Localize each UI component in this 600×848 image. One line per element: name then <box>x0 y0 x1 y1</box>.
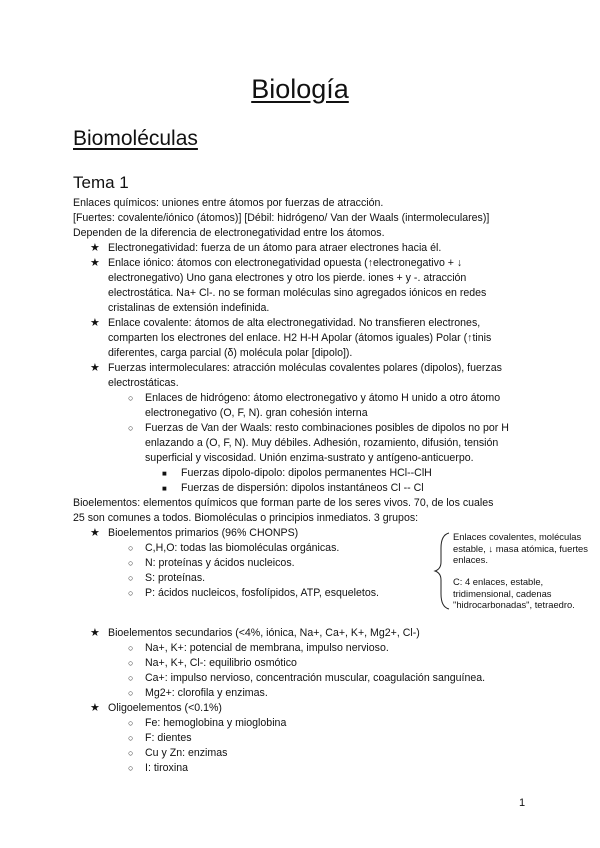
margin-note-line: "hidrocarbonadas", tetraedro. <box>453 599 575 610</box>
star-bullet-icon: ★ <box>90 242 100 254</box>
sub-list-item: Ca+: impulso nervioso, concentración muscular, coagulación sanguínea. <box>145 672 486 684</box>
list-item: Oligoelementos (<0.1%) <box>108 702 222 714</box>
intro-line: [Fuertes: covalente/iónico (átomos)] [Débil: hidrógeno/ Van der Waals (intermoleculares)] <box>73 212 490 224</box>
square-bullet-icon: ■ <box>162 484 167 493</box>
sub-list-item: Fuerzas de Van der Waals: resto combinaciones posibles de dipolos no por H <box>145 422 509 434</box>
list-item: Electronegatividad: fuerza de un átomo para atraer electrones hacia él. <box>108 242 442 254</box>
circle-bullet-icon: ○ <box>128 573 134 583</box>
list-item-cont: cristalinas de extensión indefinida. <box>108 302 270 314</box>
sub-list-item: I: tiroxina <box>145 762 188 774</box>
star-bullet-icon: ★ <box>90 627 100 639</box>
circle-bullet-icon: ○ <box>128 423 134 433</box>
sub-list-item-cont: enlazando a (O, F, N). Muy débiles. Adhesión, rozamiento, difusión, tensión <box>145 437 499 449</box>
list-item: Enlace covalente: átomos de alta electronegatividad. No transfieren electrones, <box>108 317 481 329</box>
list-item-cont: electronegativo) Uno gana electrones y otro los pierde. iones + y -. atracción <box>108 272 467 284</box>
list-item-cont: diferentes, carga parcial (δ) molécula polar [dipolo]). <box>108 347 353 359</box>
circle-bullet-icon: ○ <box>128 688 134 698</box>
sub-list-item: P: ácidos nucleicos, fosfolípidos, ATP, esqueletos. <box>145 587 379 599</box>
circle-bullet-icon: ○ <box>128 393 134 403</box>
margin-note-line: C: 4 enlaces, estable, <box>453 576 544 587</box>
sub-list-item-cont: electronegativo (O, F, N). gran cohesión interna <box>145 407 368 419</box>
circle-bullet-icon: ○ <box>128 673 134 683</box>
margin-note-line: estable, ↓ masa atómica, fuertes <box>453 542 588 554</box>
sub-list-item: Na+, K+: potencial de membrana, impulso nervioso. <box>145 642 389 654</box>
intro-line: Dependen de la diferencia de electronegatividad entre los átomos. <box>73 227 385 239</box>
list-item: Bioelementos secundarios (<4%, iónica, Na+, Ca+, K+, Mg2+, Cl-) <box>108 627 420 639</box>
page-title: Biología <box>251 74 349 104</box>
page-number: 1 <box>519 797 526 809</box>
star-bullet-icon: ★ <box>90 702 100 714</box>
sub-list-item: Cu y Zn: enzimas <box>145 747 228 759</box>
star-bullet-icon: ★ <box>90 527 100 539</box>
sub-sub-list-item: Fuerzas dipolo-dipolo: dipolos permanentes HCl--ClH <box>181 467 432 479</box>
circle-bullet-icon: ○ <box>128 588 134 598</box>
star-bullet-icon: ★ <box>90 257 100 269</box>
list-item-cont: electrostáticas. <box>108 377 179 389</box>
sub-list-item: F: dientes <box>145 732 192 744</box>
paragraph-line: Bioelementos: elementos químicos que forman parte de los seres vivos. 70, de los cuales <box>73 497 494 509</box>
circle-bullet-icon: ○ <box>128 763 134 773</box>
paragraph-line: 25 son comunes a todos. Biomoléculas o principios inmediatos. 3 grupos: <box>73 512 419 524</box>
circle-bullet-icon: ○ <box>128 658 134 668</box>
intro-line: Enlaces químicos: uniones entre átomos por fuerzas de atracción. <box>73 197 384 209</box>
sub-list-item: Enlaces de hidrógeno: átomo electronegativo y átomo H unido a otro átomo <box>145 392 501 404</box>
star-bullet-icon: ★ <box>90 362 100 374</box>
sub-list-item-cont: superficial y viscosidad. Unión enzima-sustrato y antígeno-anticuerpo. <box>145 452 474 464</box>
circle-bullet-icon: ○ <box>128 718 134 728</box>
circle-bullet-icon: ○ <box>128 543 134 553</box>
circle-bullet-icon: ○ <box>128 643 134 653</box>
sub-list-item: Na+, K+, Cl-: equilibrio osmótico <box>145 657 297 669</box>
topic-heading: Tema 1 <box>73 173 129 192</box>
square-bullet-icon: ■ <box>162 469 167 478</box>
list-item-cont: comparten los electrones del enlace. H2 H-H Apolar (átomos iguales) Polar (↑tinis <box>108 332 492 344</box>
list-item: Enlace iónico: átomos con electronegatividad opuesta (↑electronegativo + ↓ <box>108 257 463 269</box>
circle-bullet-icon: ○ <box>128 748 134 758</box>
circle-bullet-icon: ○ <box>128 558 134 568</box>
margin-note-line: tridimensional, cadenas <box>453 587 552 599</box>
section-heading: Biomoléculas <box>73 127 198 150</box>
list-item: Fuerzas intermoleculares: atracción moléculas covalentes polares (dipolos), fuerzas <box>108 362 502 374</box>
list-item: Bioelementos primarios (96% CHONPS) <box>108 527 299 539</box>
margin-note-line: Enlaces covalentes, moléculas <box>453 531 582 542</box>
star-bullet-icon: ★ <box>90 317 100 329</box>
circle-bullet-icon: ○ <box>128 733 134 743</box>
sub-list-item: C,H,O: todas las biomoléculas orgánicas. <box>145 542 340 554</box>
sub-list-item: Mg2+: clorofila y enzimas. <box>145 687 268 699</box>
sub-list-item: S: proteínas. <box>145 572 206 584</box>
list-item-cont: electrostática. Na+ Cl-. no se forman moléculas sino agregados iónicos en redes <box>108 287 487 299</box>
sub-list-item: Fe: hemoglobina y mioglobina <box>145 717 287 729</box>
margin-note-line: enlaces. <box>453 554 488 565</box>
sub-list-item: N: proteínas y ácidos nucleicos. <box>145 557 295 569</box>
sub-sub-list-item: Fuerzas de dispersión: dipolos instantáneos Cl -- Cl <box>181 482 424 494</box>
